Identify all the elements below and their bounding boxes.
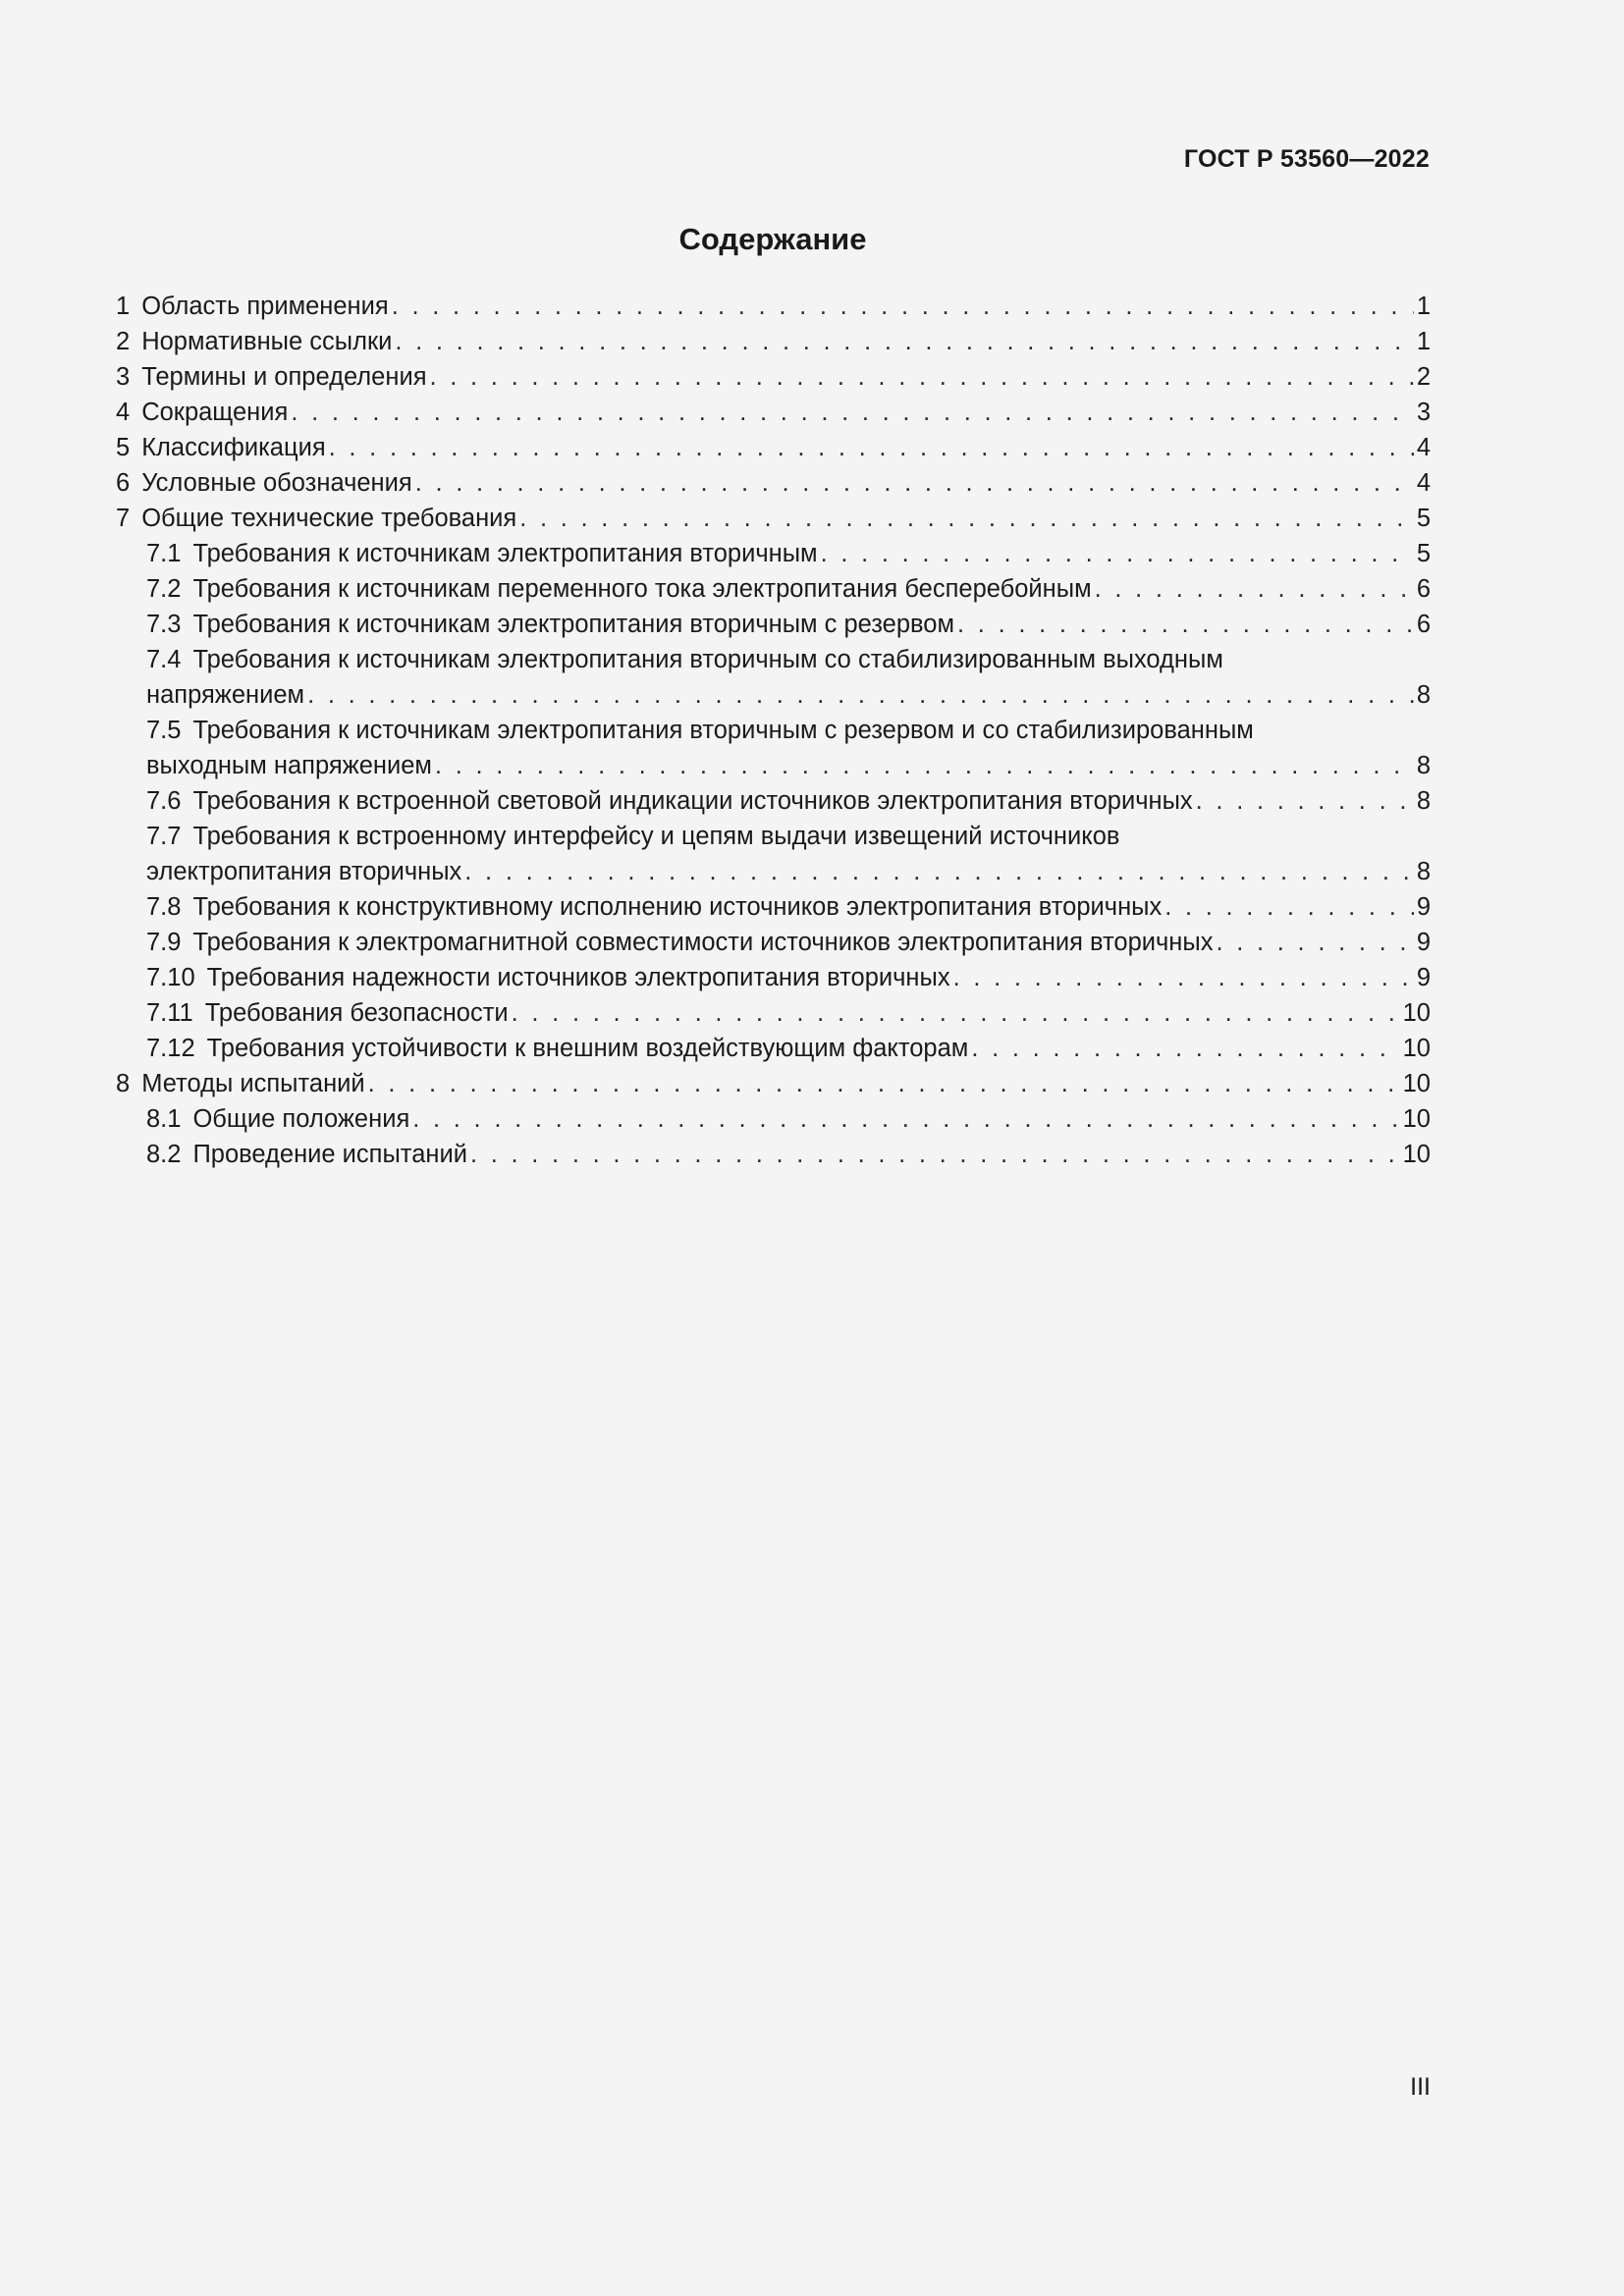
toc-section-title: Требования к конструктивному исполнению источников электропитания вторичных [192, 893, 1163, 921]
toc-entry[interactable] [116, 642, 1431, 713]
toc-page-number: 10 [1402, 1141, 1431, 1168]
toc-section-number: 7 [116, 505, 131, 532]
toc-page-number: 6 [1416, 575, 1431, 603]
toc-section-title: Классификация [141, 434, 326, 461]
toc-page-number: 2 [1416, 363, 1431, 391]
toc-section-number: 7.8 [146, 893, 182, 921]
toc-section-number: 8.2 [146, 1141, 182, 1168]
toc-leader-dots [415, 465, 1414, 501]
toc-section-title: Общие положения [192, 1105, 410, 1133]
toc-section-title: Требования к источникам переменного тока электропитания бесперебойным [192, 575, 1092, 603]
toc-section-title: Требования к электромагнитной совместимости источников электропитания вторичных [192, 929, 1214, 956]
toc-page-number: 9 [1416, 964, 1431, 991]
toc-page-number: 9 [1416, 929, 1431, 956]
toc-leader-dots [392, 289, 1414, 324]
toc-section-title: Требования к источникам электропитания вторичным с резервом [192, 611, 955, 638]
toc-section-title: Требования устойчивости к внешним воздействующим факторам [206, 1035, 969, 1062]
toc-leader-dots [329, 430, 1414, 465]
toc-page-number: 10 [1402, 1105, 1431, 1133]
toc-section-number: 6 [116, 469, 131, 497]
toc-section-title: Проведение испытаний [192, 1141, 467, 1168]
toc-section-number: 1 [116, 293, 131, 320]
toc-page-number: 5 [1416, 505, 1431, 532]
toc-entry[interactable] [116, 1031, 1431, 1066]
toc-section-number: 7.10 [146, 964, 195, 991]
toc-section-number: 8.1 [146, 1105, 182, 1133]
toc-leader-dots [291, 395, 1413, 430]
toc-leader-dots [953, 960, 1414, 995]
toc-page-number: 4 [1416, 469, 1431, 497]
toc-section-number: 7.5 [146, 717, 182, 744]
toc-section-title: Общие технические требования [141, 505, 517, 532]
toc-entry[interactable] [116, 1137, 1431, 1172]
toc-page-number: 10 [1402, 1035, 1431, 1062]
toc-leader-dots [412, 1101, 1399, 1137]
toc-section-title-continued: напряжением [146, 681, 305, 709]
toc-section-number: 4 [116, 399, 131, 426]
toc-section-number: 5 [116, 434, 131, 461]
toc-section-number: 3 [116, 363, 131, 391]
toc-entry[interactable] [116, 430, 1431, 465]
toc-entry[interactable] [116, 465, 1431, 501]
toc-section-number: 7.6 [146, 787, 182, 815]
toc-leader-dots [821, 536, 1414, 571]
toc-section-title-continued: электропитания вторичных [146, 858, 462, 885]
toc-entry[interactable] [116, 713, 1431, 783]
toc-section-title: Сокращения [141, 399, 289, 426]
toc-leader-dots [430, 359, 1414, 395]
toc-entry[interactable] [116, 960, 1431, 995]
toc-leader-dots [512, 995, 1400, 1031]
toc-section-title: Нормативные ссылки [141, 328, 393, 355]
toc-page-number: 8 [1416, 752, 1431, 779]
toc-section-number: 2 [116, 328, 131, 355]
toc-entry[interactable] [116, 395, 1431, 430]
toc-section-title: Условные обозначения [141, 469, 412, 497]
toc-section-number: 7.3 [146, 611, 182, 638]
toc-leader-dots [519, 501, 1414, 536]
toc-section-title-continued: выходным напряжением [146, 752, 432, 779]
toc-page-number: 1 [1416, 293, 1431, 320]
toc-entry[interactable] [116, 571, 1431, 607]
table-of-contents [116, 289, 1431, 1172]
toc-leader-dots [368, 1066, 1400, 1101]
toc-leader-dots [395, 324, 1413, 359]
toc-section-title: Требования надежности источников электропитания вторичных [206, 964, 950, 991]
toc-entry[interactable] [116, 819, 1431, 889]
toc-leader-dots [435, 748, 1414, 783]
toc-entry[interactable] [116, 1066, 1431, 1101]
toc-leader-dots [1164, 889, 1414, 925]
toc-page-number: 10 [1402, 999, 1431, 1027]
toc-entry[interactable] [116, 1101, 1431, 1137]
toc-section-number: 7.1 [146, 540, 182, 567]
page-number: III [1410, 2073, 1431, 2101]
toc-section-title: Требования к источникам электропитания вторичным с резервом и со стабилизированным [192, 717, 1254, 744]
toc-page-number: 1 [1416, 328, 1431, 355]
toc-section-number: 8 [116, 1070, 131, 1097]
toc-section-title: Требования безопасности [204, 999, 509, 1027]
toc-leader-dots [307, 677, 1414, 713]
toc-leader-dots [1196, 783, 1414, 819]
toc-page-number: 3 [1416, 399, 1431, 426]
toc-entry[interactable] [116, 783, 1431, 819]
toc-section-number: 7.4 [146, 646, 182, 673]
toc-section-title: Требования к источникам электропитания вторичным [192, 540, 818, 567]
toc-section-number: 7.7 [146, 823, 182, 850]
toc-page-number: 4 [1416, 434, 1431, 461]
toc-entry[interactable] [116, 359, 1431, 395]
toc-section-number: 7.9 [146, 929, 182, 956]
toc-section-number: 7.2 [146, 575, 182, 603]
toc-entry[interactable] [116, 289, 1431, 324]
toc-section-title: Методы испытаний [141, 1070, 365, 1097]
toc-section-number: 7.11 [146, 999, 193, 1027]
document-code: ГОСТ Р 53560—2022 [1183, 145, 1430, 173]
toc-page-number: 9 [1416, 893, 1431, 921]
toc-section-title: Требования к встроенной световой индикации источников электропитания вторичных [192, 787, 1193, 815]
toc-section-title: Термины и определения [141, 363, 427, 391]
toc-leader-dots [464, 854, 1414, 889]
toc-page-number: 8 [1416, 858, 1431, 885]
toc-leader-dots [470, 1137, 1400, 1172]
toc-section-title: Область применения [141, 293, 389, 320]
toc-entry[interactable] [116, 536, 1431, 571]
toc-page-number: 10 [1402, 1070, 1431, 1097]
toc-leader-dots [957, 607, 1414, 642]
toc-page-number: 6 [1416, 611, 1431, 638]
toc-leader-dots [1095, 571, 1414, 607]
toc-section-title: Требования к источникам электропитания вторичным со стабилизированным выходным [192, 646, 1223, 673]
toc-entry[interactable] [116, 324, 1431, 359]
toc-entry[interactable] [116, 501, 1431, 536]
toc-section-title: Требования к встроенному интерфейсу и цепям выдачи извещений источников [192, 823, 1120, 850]
toc-title: Содержание [678, 222, 867, 256]
toc-section-number: 7.12 [146, 1035, 195, 1062]
toc-leader-dots [1216, 925, 1413, 960]
toc-page-number: 5 [1416, 540, 1431, 567]
toc-entry[interactable] [116, 995, 1431, 1031]
toc-entry[interactable] [116, 925, 1431, 960]
toc-page-number: 8 [1416, 681, 1431, 709]
toc-entry[interactable] [116, 889, 1431, 925]
toc-entry[interactable] [116, 607, 1431, 642]
toc-page-number: 8 [1416, 787, 1431, 815]
toc-leader-dots [971, 1031, 1399, 1066]
